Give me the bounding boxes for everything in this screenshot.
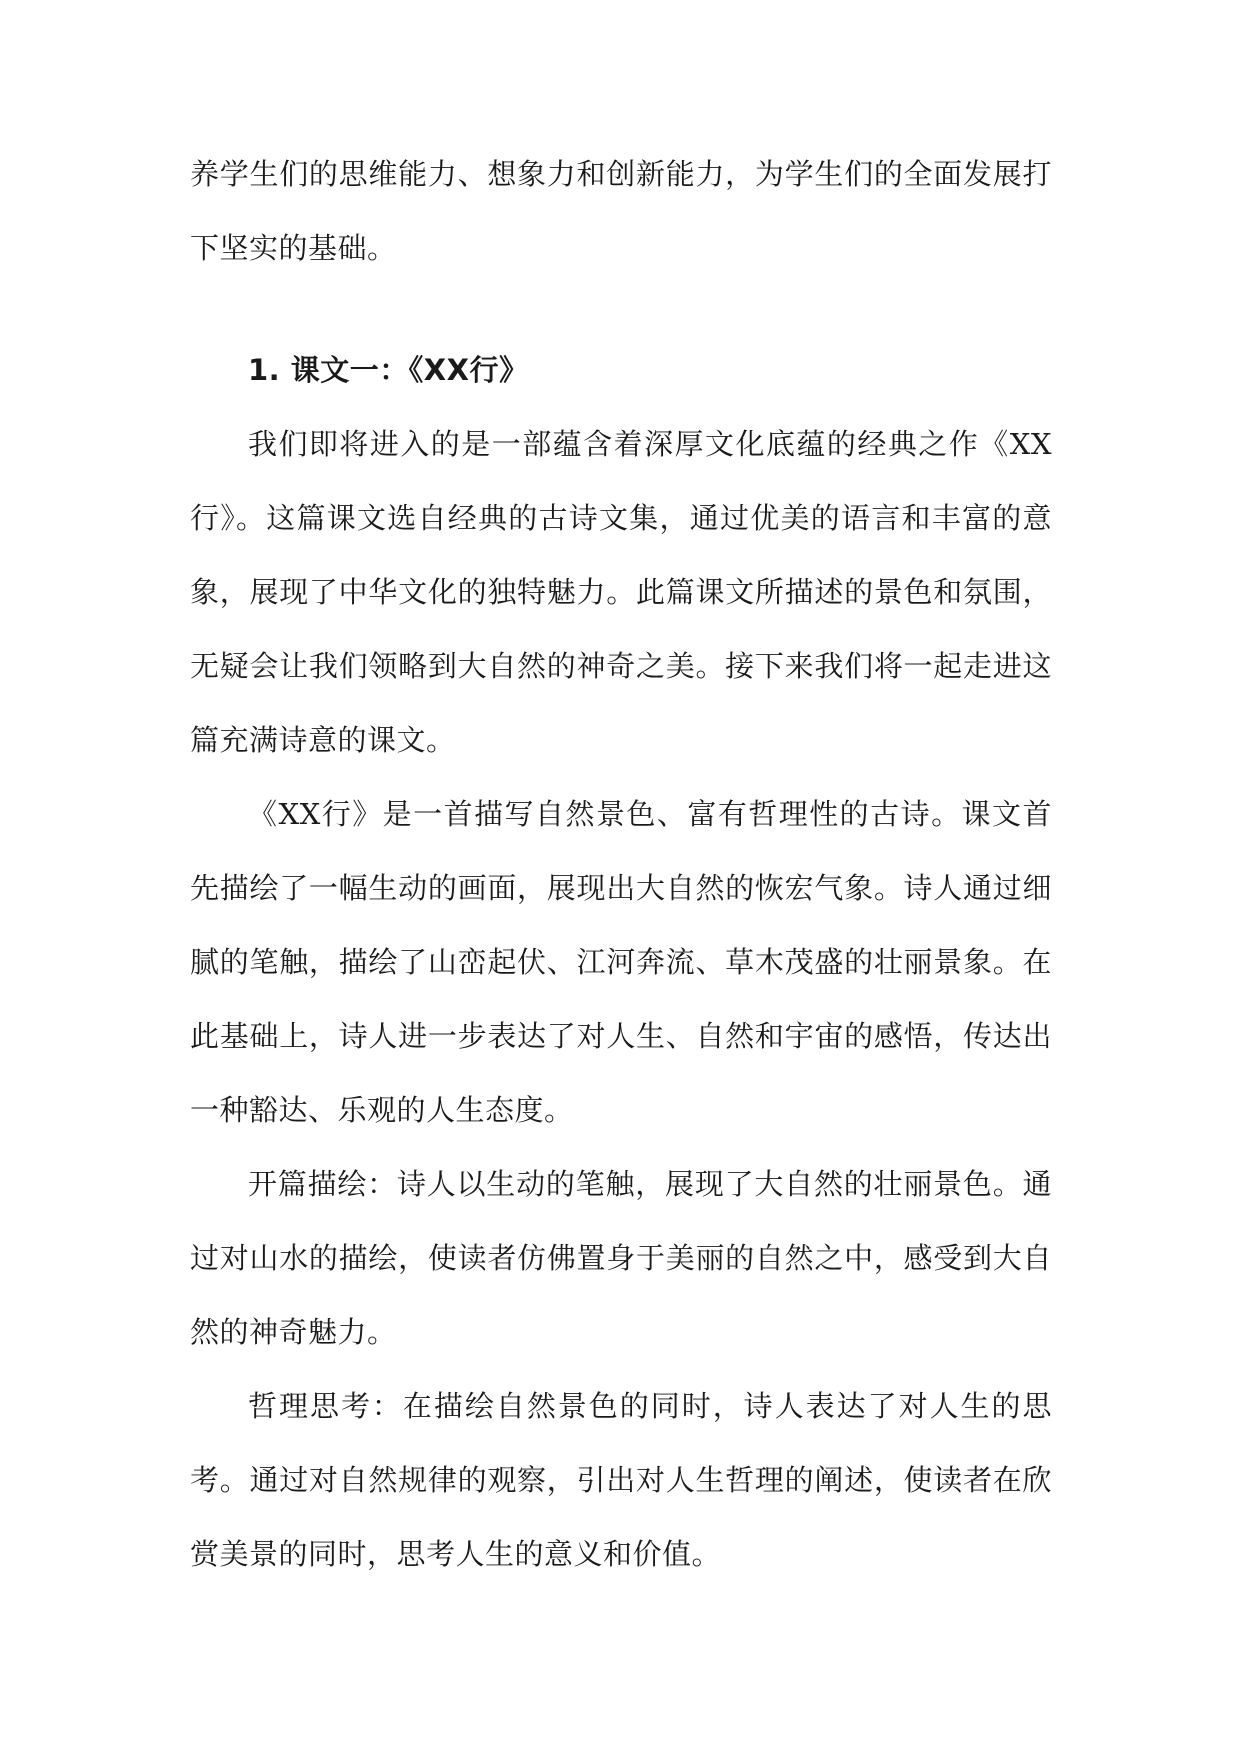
section-heading: 1. 课文一：《XX行》: [248, 353, 529, 387]
body-paragraph-3: 开篇描绘：诗人以生动的笔触，展现了大自然的壮丽景色。通过对山水的描绘，使读者仿佛置身于美丽的自然之中，感受到大自然的神奇魅力。: [190, 1167, 1052, 1349]
body-paragraph-4: 哲理思考：在描绘自然景色的同时，诗人表达了对人生的思考。通过对自然规律的观察，引出对人生哲理的阐述，使读者在欣赏美景的同时，思考人生的意义和价值。: [190, 1389, 1052, 1571]
body-paragraph-1: 我们即将进入的是一部蕴含着深厚文化底蕴的经典之作《XX行》。这篇课文选自经典的古诗文集，通过优美的语言和丰富的意象，展现了中华文化的独特魅力。此篇课文所描述的景色和氛围，无疑会让我们领略到大自然的神奇之美。接下来我们将一起走进这篇充满诗意的课文。: [190, 427, 1052, 757]
document-body: [190, 137, 1052, 1591]
section-spacer: [190, 285, 1052, 333]
intro-paragraph: 养学生们的思维能力、想象力和创新能力，为学生们的全面发展打下坚实的基础。: [190, 157, 1052, 265]
body-paragraph-2: 《XX行》是一首描写自然景色、富有哲理性的古诗。课文首先描绘了一幅生动的画面，展现出大自然的恢宏气象。诗人通过细腻的笔触，描绘了山峦起伏、江河奔流、草木茂盛的壮丽景象。在此基础上，诗人进一步表达了对人生、自然和宇宙的感悟，传达出一种豁达、乐观的人生态度。: [190, 797, 1052, 1127]
